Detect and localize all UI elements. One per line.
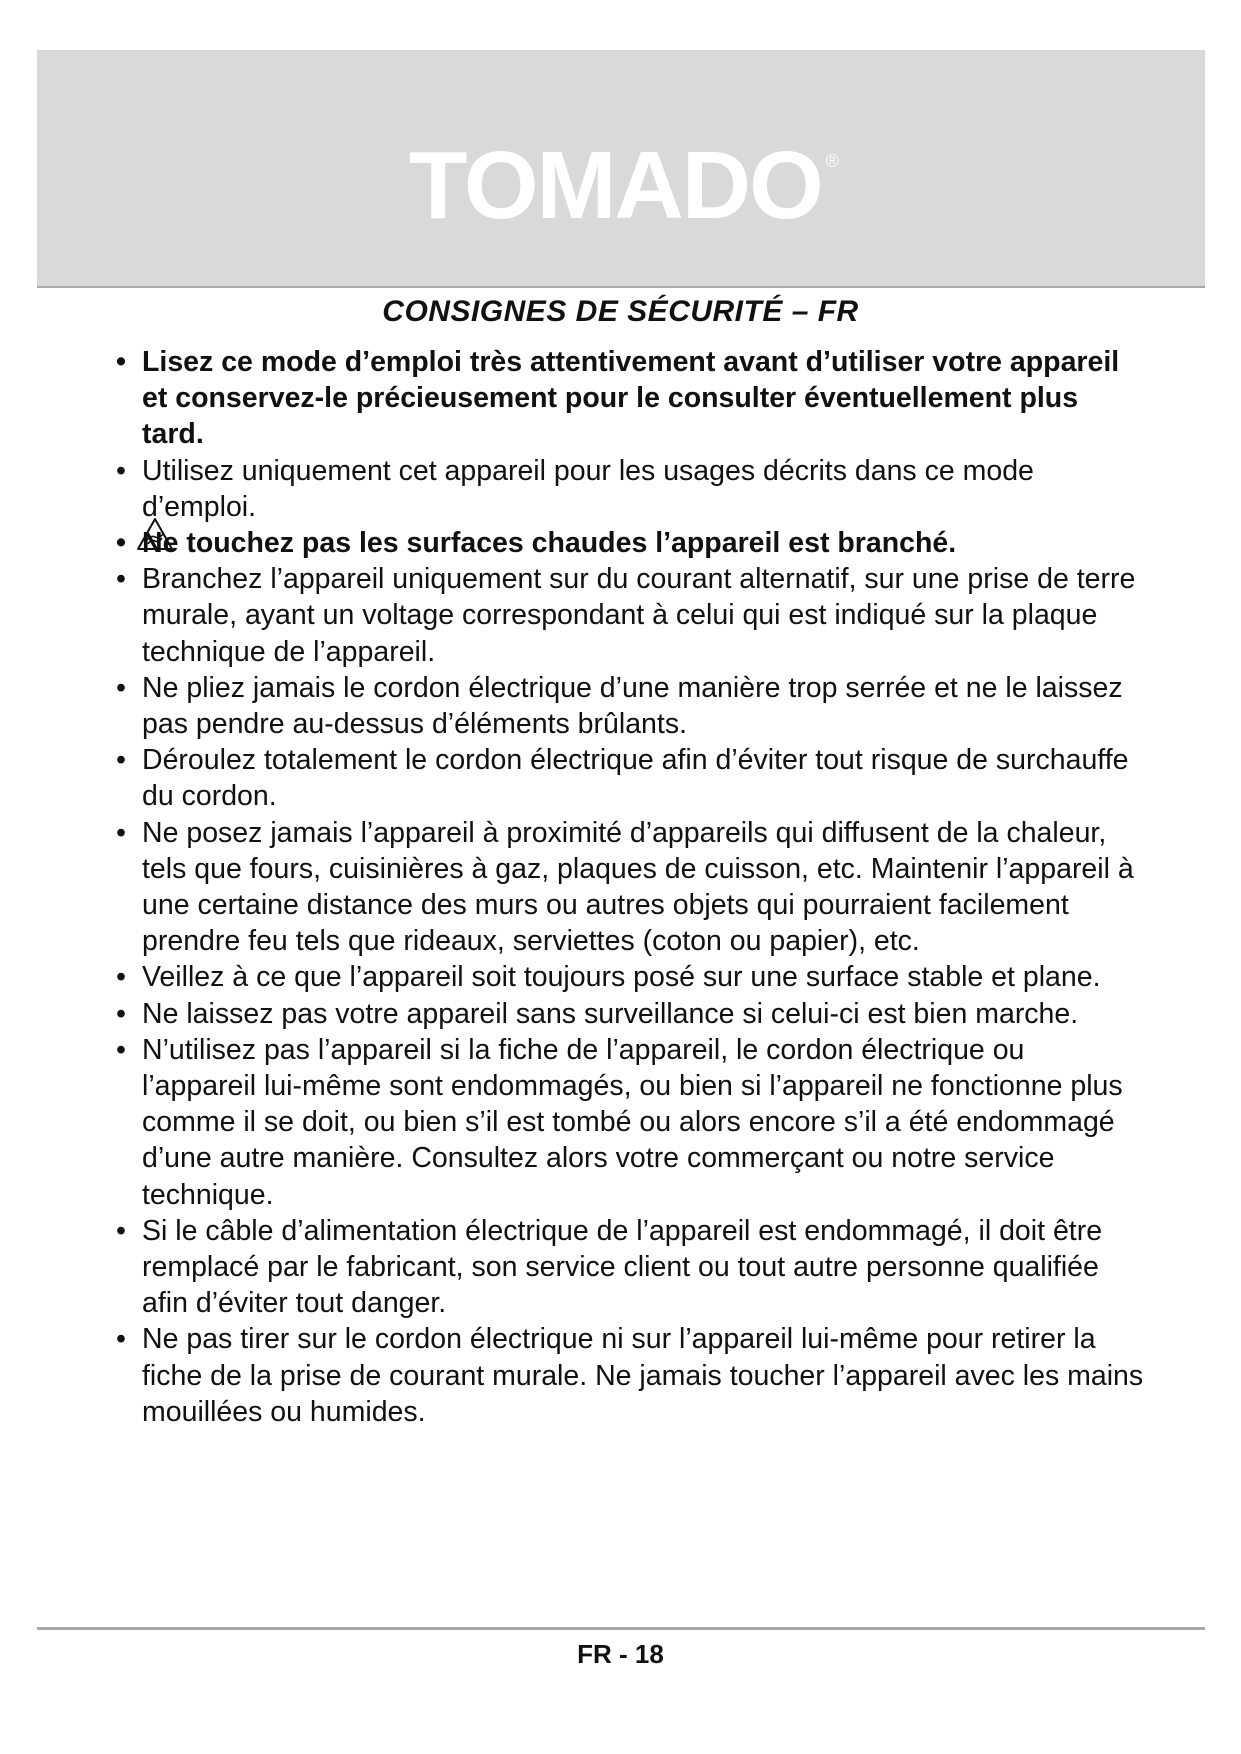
safety-instruction-item <box>116 561 1146 670</box>
bullet-marker: • <box>116 346 126 378</box>
safety-instruction-item <box>116 996 1146 1032</box>
registered-mark: ® <box>825 151 838 171</box>
safety-instruction-item <box>116 525 1146 561</box>
section-title: CONSIGNES DE SÉCURITÉ – FR <box>382 295 859 328</box>
bullet-marker: • <box>116 1214 126 1247</box>
safety-instructions-list <box>116 344 1146 1430</box>
safety-instruction-item <box>116 1213 1146 1322</box>
safety-instruction-text: Ne laissez pas votre appareil sans surveillance si celui-ci est bien marche. <box>142 997 1079 1030</box>
safety-instruction-text: Ne posez jamais l’appareil à proximité d’appareils qui diffusent de la chaleur, tels que fours, cuisinières à gaz, plaques de cuisson, etc. Maintenir l’appareil à une certaine distance des murs ou autres objets qui pourraient facilement prendre feu tels que rideaux, serviettes (coton ou papier), etc. <box>142 816 1134 958</box>
safety-instruction-text: Si le câble d’alimentation électrique de l’appareil est endommagé, il doit être remplacé par le fabricant, son service client ou tout autre personne qualifiée afin d’éviter tout danger. <box>142 1214 1103 1320</box>
safety-instruction-text: Veillez à ce que l’appareil soit toujours posé sur une surface stable et plane. <box>142 961 1101 994</box>
footer-divider <box>37 1627 1205 1630</box>
bullet-marker: • <box>116 744 126 777</box>
safety-instruction-text: Déroulez totalement le cordon électrique afin d’éviter tout risque de surchauffe du cordon. <box>142 744 1129 813</box>
safety-instruction-item <box>116 815 1146 960</box>
safety-instruction-text: Lisez ce mode d’emploi très attentivement avant d’utiliser votre appareil et conservez-le précieusement pour le consulter éventuellement plus tard. <box>142 346 1120 451</box>
bullet-marker: • <box>116 563 126 596</box>
bullet-marker: • <box>116 997 126 1030</box>
safety-instruction-item <box>116 453 1146 525</box>
safety-instruction-text: Ne touchez pas les surfaces chaudes l’appareil est branché. <box>142 527 957 560</box>
bullet-marker: • <box>116 1323 126 1356</box>
header-band <box>37 50 1205 288</box>
bullet-marker: • <box>116 454 126 487</box>
bullet-marker: • <box>116 961 126 994</box>
warning-triangle-icon <box>136 517 174 551</box>
safety-instruction-text: Utilisez uniquement cet appareil pour les usages décrits dans ce mode d’emploi. <box>142 454 1034 523</box>
safety-instruction-item <box>116 344 1146 453</box>
safety-instruction-item <box>116 670 1146 742</box>
bullet-marker: • <box>116 1033 126 1066</box>
safety-instruction-item <box>116 1032 1146 1213</box>
warning-wrapper <box>142 525 956 561</box>
safety-instruction-text: Ne pas tirer sur le cordon électrique ni sur l’appareil lui-même pour retirer la fiche de la prise de courant murale. Ne jamais toucher l’appareil avec les mains mouillées ou humides. <box>142 1323 1144 1428</box>
brand-name: TOMADO <box>408 132 822 239</box>
safety-instruction-item <box>116 742 1146 814</box>
safety-instruction-item <box>116 1321 1146 1430</box>
safety-instruction-text: N’utilisez pas l’appareil si la fiche de l’appareil, le cordon électrique ou l’appareil lui-même sont endommagés, ou bien si l’appareil ne fonctionne plus comme il se doit, ou bien s’il est tombé ou alors encore s’il a été endommagé d’une autre manière. Consultez alors votre commerçant ou notre service technique. <box>142 1033 1123 1211</box>
bullet-marker: • <box>116 527 126 560</box>
safety-instruction-item <box>116 959 1146 995</box>
bullet-marker: • <box>116 671 126 704</box>
bullet-marker: • <box>116 816 126 849</box>
page-number: FR - 18 <box>577 1639 664 1669</box>
safety-instruction-text: Branchez l’appareil uniquement sur du courant alternatif, sur une prise de terre murale, ayant un voltage correspondant à celui qui est indiqué sur la plaque technique de l’appareil. <box>142 563 1136 668</box>
safety-instruction-text: Ne pliez jamais le cordon électrique d’une manière trop serrée et ne le laissez pas pendre au-dessus d’éléments brûlants. <box>142 671 1123 741</box>
brand-logo <box>37 132 1205 239</box>
